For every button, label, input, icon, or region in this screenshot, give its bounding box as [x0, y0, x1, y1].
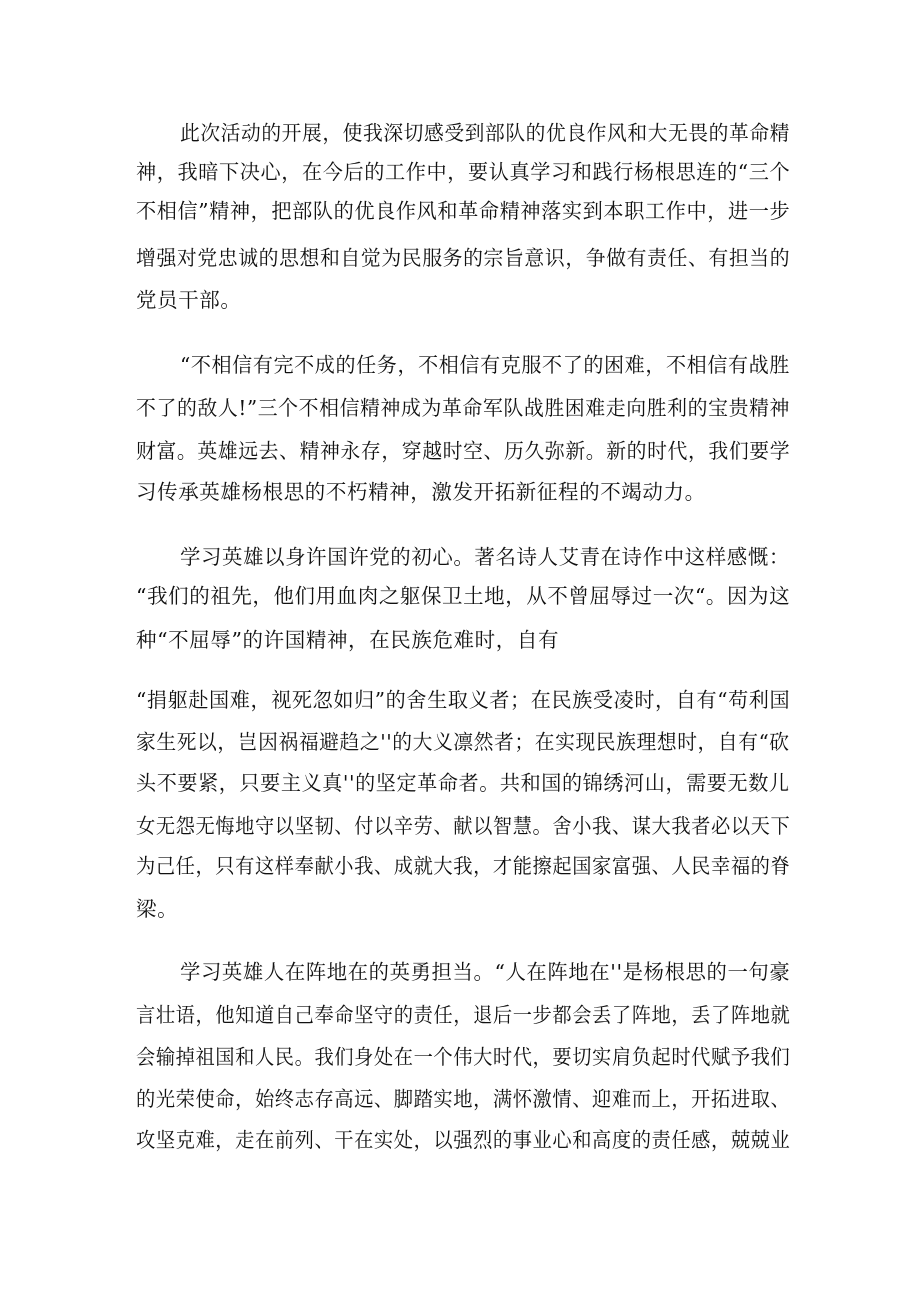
paragraph-4-line-5: 为己任，只有这样奉献小我、成就大我，才能擦起国家富强、人民幸福的脊 [136, 854, 791, 878]
paragraph-1-line-4: 增强对党忠诚的思想和自觉为民服务的宗旨意识，争做有责任、有担当的 [136, 246, 791, 270]
paragraph-4-line-2: 家生死以，岂因祸福避趋之''的大义凛然者；在实现民族理想时，自有“砍 [136, 730, 790, 754]
paragraph-2-line-2: 不了的敌人!”三个不相信精神成为革命军队战胜困难走向胜利的宝贵精神 [136, 396, 791, 420]
paragraph-1-line-3: 不相信”精神，把部队的优良作风和革命精神落实到本职工作中，进一步 [136, 199, 791, 223]
paragraph-1-line-5: 党员干部。 [136, 288, 242, 312]
paragraph-1-line-2: 神，我暗下决心，在今后的工作中，要认真学习和践行杨根思连的“三个 [136, 160, 791, 184]
paragraph-4-line-3: 头不要紧，只要主义真''的坚定革命者。共和国的锦绣河山，需要无数儿 [136, 771, 790, 795]
paragraph-2-line-3: 财富。英雄远去、精神永存，穿越时空、历久弥新。新的时代，我们要学 [136, 439, 791, 463]
paragraph-5-line-2: 言壮语，他知道自己奉命坚守的责任，退后一步都会丢了阵地，丢了阵地就 [136, 1003, 791, 1027]
paragraph-4-line-6: 梁。 [136, 897, 179, 921]
paragraph-5-line-3: 会输掉祖国和人民。我们身处在一个伟大时代，要切实肩负起时代赋予我们 [136, 1045, 791, 1069]
paragraph-4-line-4: 女无怨无悔地守以坚韧、付以辛劳、献以智慧。舍小我、谋大我者必以天下 [136, 814, 791, 838]
paragraph-3-line-3: 种“不屈辱”的许国精神，在民族危难时，自有 [136, 628, 560, 652]
paragraph-5-line-4: 的光荣使命，始终志存高远、脚踏实地，满怀激情、迎难而上，开拓进取、 [136, 1087, 791, 1111]
paragraph-5-line-1: 学习英雄人在阵地在的英勇担当。“人在阵地在''是杨根思的一句豪 [180, 960, 791, 984]
paragraph-3-line-2: “我们的祖先，他们用血肉之躯保卫土地，从不曾屈辱过一次“。因为这 [136, 584, 791, 608]
paragraph-2-line-1: “不相信有完不成的任务，不相信有克服不了的困难，不相信有战胜 [180, 353, 790, 377]
paragraph-3-line-1: 学习英雄以身许国许党的初心。著名诗人艾青在诗作中这样感慨： [180, 545, 790, 569]
paragraph-4-line-1: “捐躯赴国难，视死忽如归”的舍生取义者；在民族受凌时，自有“苟利国 [136, 688, 791, 712]
paragraph-5-line-5: 攻坚克难，走在前列、干在实处，以强烈的事业心和高度的责任感，兢兢业 [136, 1128, 791, 1152]
paragraph-1-line-1: 此次活动的开展，使我深切感受到部队的优良作风和大无畏的革命精 [180, 121, 791, 145]
paragraph-2-line-4: 习传承英雄杨根思的不朽精神，激发开拓新征程的不竭动力。 [136, 480, 706, 504]
